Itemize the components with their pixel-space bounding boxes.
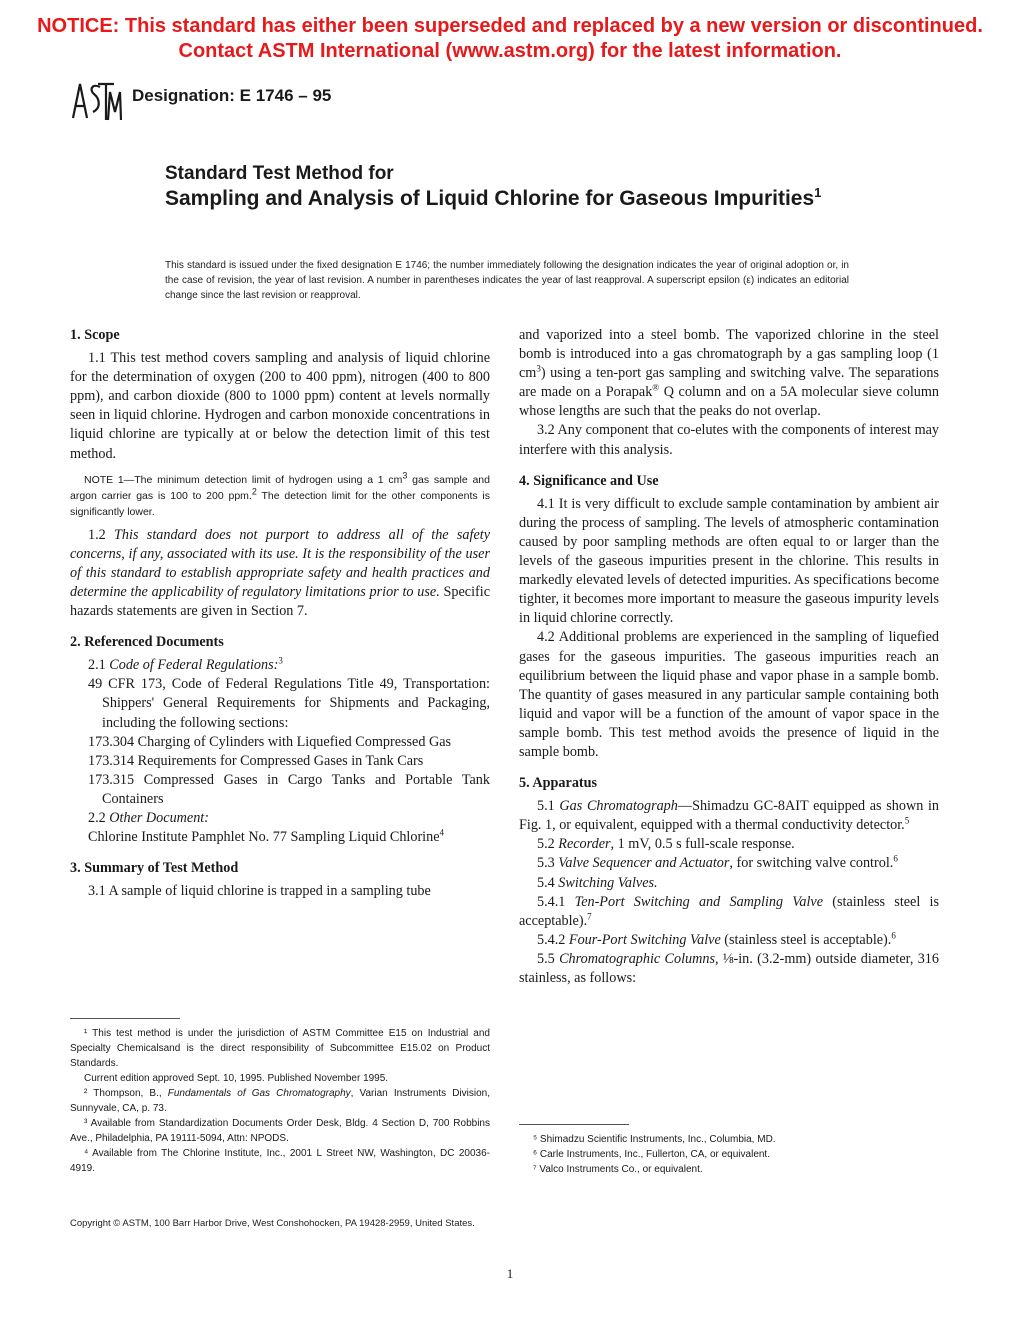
note-text-a: NOTE 1—The minimum detection limit of hydrogen using a 1 cm: [84, 473, 403, 486]
paragraph-1-2: [70, 526, 490, 621]
p5-4-italic: Switching Valves.: [558, 874, 658, 891]
p5-3-sup: 6: [893, 853, 898, 864]
footnotes-right: [519, 1132, 939, 1177]
p5-1-rest: —Shimadzu GC-8AIT equipped as shown in Fig. 1, or equivalent, equipped with a thermal conductivity detector.: [519, 798, 940, 834]
note-sup-2: 2: [251, 486, 257, 497]
note-text-c: The detection limit for the other components is significantly lower.: [70, 489, 490, 518]
paragraph-5-2: [519, 835, 939, 854]
cfr-reference: 49 CFR 173, Code of Federal Regulations Title 49, Transportation: Shippers' General Requirements for Shipments and Packaging, including the following sections:: [88, 676, 490, 731]
p5-4-1-num: 5.4.1: [537, 893, 575, 910]
pamphlet-reference: [70, 828, 490, 847]
footnote-rule-right: [519, 1124, 629, 1125]
title-line-1: Standard Test Method for: [165, 163, 394, 184]
paragraph-5-4-1: [519, 893, 939, 931]
document-title: [165, 162, 865, 212]
p3-1-cont-a: and vaporized into a steel bomb. The vaporized chlorine in the steel bomb is introduced into a gas chromatograph by a gas sampling loop (1 cm: [519, 327, 939, 382]
p2-2-italic: Other Document:: [109, 809, 209, 826]
footnote-3: ³ Available from Standardization Documents Order Desk, Bldg. 4 Section D, 700 Robbins Ave., Philadelphia, PA 19111-5094, Attn: NPODS.: [70, 1118, 490, 1144]
footnote-7: ⁷ Valco Instruments Co., or equivalent.: [533, 1164, 703, 1175]
note-sup: 3: [402, 470, 408, 481]
p2-2-num: 2.2: [88, 809, 110, 826]
p5-3-rest: , for switching valve control.: [729, 855, 894, 872]
supersession-notice: [0, 14, 1020, 64]
fn2-b: , Varian Instruments Division, Sunnyvale, CA, p. 73.: [70, 1088, 490, 1114]
title-footnote-mark: 1: [814, 185, 822, 200]
section-5-heading: 5. Apparatus: [519, 775, 598, 792]
p3-1-sup: 3: [536, 363, 541, 374]
page-number: 1: [506, 1266, 514, 1281]
paragraph-2-2: [70, 809, 490, 828]
paragraph-5-1: [519, 797, 939, 835]
p5-4-1-sup: 7: [587, 910, 592, 921]
p5-4-num: 5.4: [537, 874, 559, 891]
paragraph-4-1: 4.1 It is very difficult to exclude sample contamination by ambient air during the process of sampling. The levels of atmospheric contamination caused by poor sampling methods are often equal to or larger than the levels of the gaseous impurities present in the chlorine. This results in markedly elevated levels of detected impurities. As specifications become tighter, it becomes more important to measure the gaseous impurity levels in liquid chlorine correctly.: [519, 495, 939, 627]
p5-5-num: 5.5: [537, 950, 560, 967]
right-column: [519, 326, 939, 988]
note-1: [70, 472, 490, 520]
paragraph-5-4: [519, 874, 939, 893]
p2-1-num: 2.1: [88, 657, 110, 674]
registered-mark: ®: [652, 382, 660, 393]
p5-2-rest: , 1 mV, 0.5 s full-scale response.: [610, 836, 795, 853]
title-main-text: Sampling and Analysis of Liquid Chlorine for Gaseous Impurities: [165, 187, 815, 210]
notice-line-1: NOTICE: This standard has either been superseded and replaced by a new version or discontinued.: [37, 15, 983, 37]
paragraph-3-1: 3.1 A sample of liquid chlorine is trapped in a sampling tube: [88, 883, 431, 900]
issuance-statement: This standard is issued under the fixed designation E 1746; the number immediately following the designation indicates the year of original adoption or, in the case of revision, the year of last revision. A number in parentheses indicates the year of last reapproval. A superscript epsilon (ε) indicates an editorial change since the last revision or reapproval.: [165, 260, 849, 301]
p5-4-1-rest: (stainless steel is acceptable).: [519, 893, 939, 929]
p5-1-num: 5.1: [537, 798, 560, 815]
p5-1-italic: Gas Chromatograph: [559, 798, 678, 815]
p3-1-cont-b: ) using a ten-port gas sampling and switching valve. The separations are made on a Porapak: [519, 365, 939, 401]
pamphlet-text: Chlorine Institute Pamphlet No. 77 Sampling Liquid Chlorine: [88, 829, 440, 846]
paragraph-1-1: 1.1 This test method covers sampling and analysis of liquid chlorine for the determination of oxygen (200 to 400 ppm), nitrogen (400 to 800 ppm), and carbon dioxide (800 to 1000 ppm) content at levels normally seen in liquid chlorine. Hydrogen and carbon monoxide concentrations in liquid chlorine are typically at or below the detection limit of this test method.: [70, 350, 490, 462]
section-173-314: 173.314 Requirements for Compressed Gases in Tank Cars: [88, 752, 424, 769]
section-3-heading: 3. Summary of Test Method: [70, 860, 239, 877]
paragraph-3-1-continued: [519, 326, 939, 421]
p3-1-cont-c: Q column and on a 5A molecular sieve column whose lengths are such that the peaks do not overlap.: [519, 384, 939, 420]
p5-2-num: 5.2: [537, 836, 559, 853]
astm-logo-icon: [70, 78, 122, 124]
p5-5-italic: Chromatographic Columns: [559, 950, 715, 967]
paragraph-4-2: 4.2 Additional problems are experienced in the sampling of liquefied gases for the gaseous impurities. The gaseous impurities reach an equilibrium between the liquid phase and vapor phase in a sample bomb. The quantity of gases measured in any particular sample containing both liquid and vapor will be a function of the amount of vapor space in the sample bomb. This test method avoids the presence of liquid in the sample bomb.: [519, 629, 939, 760]
p5-2-italic: Recorder: [558, 836, 611, 853]
p5-4-2-sup: 6: [891, 930, 896, 941]
note-text-b: gas sample and argon carrier gas is 100 to 200 ppm.: [70, 473, 490, 502]
p5-4-2-italic: Four-Port Switching Valve: [568, 931, 721, 948]
paragraph-5-3: [519, 854, 939, 873]
footnote-6: ⁶ Carle Instruments, Inc., Fullerton, CA, or equivalent.: [533, 1149, 770, 1160]
fn2-italic: Fundamentals of Gas Chromatography: [167, 1088, 351, 1099]
section-173-315: 173.315 Compressed Gases in Cargo Tanks and Portable Tank Containers: [88, 771, 490, 807]
footnote-1b: Current edition approved Sept. 10, 1995. Published November 1995.: [84, 1073, 389, 1084]
designation: Designation: E 1746 – 95: [132, 86, 332, 105]
p1-2-rest: Specific hazards statements are given in Section 7.: [70, 583, 491, 620]
p5-3-italic: Valve Sequencer and Actuator: [558, 855, 730, 872]
p5-4-2-rest: (stainless steel is acceptable).: [720, 931, 892, 948]
title-line-2: [165, 186, 865, 212]
copyright-line: Copyright © ASTM, 100 Barr Harbor Drive, West Conshohocken, PA 19428-2959, United States.: [70, 1218, 475, 1229]
pamphlet-sup: 4: [439, 827, 445, 838]
footnote-1: ¹ This test method is under the jurisdiction of ASTM Committee E15 on Industrial and Specialty Chemicalsand is the direct responsibility of Subcommittee E15.02 on Product Standards.: [70, 1028, 490, 1069]
p2-1-italic: Code of Federal Regulations:: [109, 657, 279, 674]
p5-4-2-num: 5.4.2: [537, 931, 569, 948]
p1-2-italic: This standard does not purport to address all of the safety concerns, if any, associated with its use. It is the responsibility of the user of this standard to establish appropriate safety and health practices and determine the applicability of regulatory limitations prior to use.: [70, 526, 490, 600]
fn2-a: ² Thompson, B.,: [84, 1088, 168, 1099]
footnote-5: ⁵ Shimadzu Scientific Instruments, Inc., Columbia, MD.: [533, 1134, 776, 1145]
p5-3-num: 5.3: [537, 855, 559, 872]
left-column: [70, 326, 490, 901]
section-4-heading: 4. Significance and Use: [519, 472, 659, 489]
p5-1-sup: 5: [904, 815, 910, 826]
paragraph-3-2: 3.2 Any component that co-elutes with the components of interest may interfere with this analysis.: [519, 422, 939, 458]
notice-line-2: Contact ASTM International (www.astm.org) for the latest information.: [178, 40, 842, 62]
footnote-4: ⁴ Available from The Chlorine Institute, Inc., 2001 L Street NW, Washington, DC 20036-4919.: [70, 1148, 490, 1174]
p2-1-sup: 3: [278, 655, 283, 666]
section-2-heading: 2. Referenced Documents: [70, 634, 224, 651]
footnote-2: [70, 1086, 490, 1116]
section-1-heading: 1. Scope: [70, 327, 120, 343]
section-173-304: 173.304 Charging of Cylinders with Liquefied Compressed Gas: [88, 733, 452, 750]
p5-5-rest: , ⅛-in. (3.2-mm) outside diameter, 316 stainless, as follows:: [519, 950, 939, 986]
footnotes-left: [70, 1026, 490, 1176]
p1-2-num: 1.2: [88, 526, 115, 543]
paragraph-5-5: [519, 950, 939, 988]
paragraph-2-1: [70, 656, 490, 675]
paragraph-5-4-2: [519, 931, 939, 950]
footnote-rule-left: [70, 1018, 180, 1019]
p5-4-1-italic: Ten-Port Switching and Sampling Valve: [574, 893, 824, 910]
